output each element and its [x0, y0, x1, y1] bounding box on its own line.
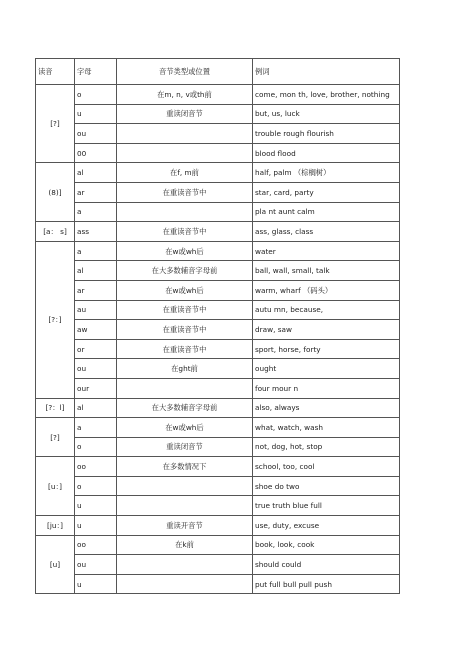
table-row — [36, 300, 400, 320]
table-row — [36, 339, 400, 359]
examples-cell: book, look, cook — [253, 535, 400, 555]
header-examples: 例词 — [253, 59, 400, 85]
examples-cell: also, always — [253, 398, 400, 418]
examples-cell: blood flood — [253, 143, 400, 163]
examples-cell: warm, wharf （码头） — [253, 280, 400, 300]
position-cell: 在w或wh后 — [117, 241, 253, 261]
letters-cell: ou — [75, 359, 117, 379]
phonics-table — [35, 58, 400, 594]
sound-cell: (8)] — [36, 163, 75, 222]
position-cell — [117, 476, 253, 496]
sound-cell: [a： s] — [36, 222, 75, 242]
table-row — [36, 222, 400, 242]
position-cell: 在k前 — [117, 535, 253, 555]
letters-cell: ar — [75, 182, 117, 202]
position-cell: 在ght前 — [117, 359, 253, 379]
letters-cell: a — [75, 418, 117, 438]
examples-cell: should could — [253, 555, 400, 575]
examples-cell: sport, horse, forty — [253, 339, 400, 359]
examples-cell: half, palm （棕榈树） — [253, 163, 400, 183]
position-cell — [117, 496, 253, 516]
table-row — [36, 104, 400, 124]
examples-cell: shoe do two — [253, 476, 400, 496]
letters-cell: our — [75, 378, 117, 398]
letters-cell: 00 — [75, 143, 117, 163]
examples-cell: water — [253, 241, 400, 261]
letters-cell: o — [75, 85, 117, 105]
examples-cell: what, watch, wash — [253, 418, 400, 438]
table-row — [36, 535, 400, 555]
table-row — [36, 280, 400, 300]
position-cell: 在f, m前 — [117, 163, 253, 183]
examples-cell: four mour n — [253, 378, 400, 398]
table-row — [36, 202, 400, 222]
examples-cell: true truth blue full — [253, 496, 400, 516]
table-row — [36, 143, 400, 163]
letters-cell: ass — [75, 222, 117, 242]
position-cell: 重读闭音节 — [117, 437, 253, 457]
letters-cell: al — [75, 261, 117, 281]
examples-cell: draw, saw — [253, 320, 400, 340]
examples-cell: but, us, luck — [253, 104, 400, 124]
position-cell: 在重读音节中 — [117, 320, 253, 340]
letters-cell: al — [75, 163, 117, 183]
sound-cell: [u] — [36, 535, 75, 594]
examples-cell: trouble rough flourish — [253, 124, 400, 144]
letters-cell: o — [75, 476, 117, 496]
position-cell — [117, 143, 253, 163]
position-cell: 在重读音节中 — [117, 300, 253, 320]
table-row — [36, 85, 400, 105]
position-cell: 在多数情况下 — [117, 457, 253, 477]
table-row — [36, 163, 400, 183]
table-row — [36, 124, 400, 144]
table-row — [36, 182, 400, 202]
letters-cell: ar — [75, 280, 117, 300]
letters-cell: oo — [75, 457, 117, 477]
letters-cell: ou — [75, 555, 117, 575]
position-cell: 在大多数辅音字母前 — [117, 261, 253, 281]
examples-cell: pla nt aunt calm — [253, 202, 400, 222]
table-row — [36, 418, 400, 438]
examples-cell: use, duty, excuse — [253, 516, 400, 536]
table-row — [36, 555, 400, 575]
position-cell: 在w或wh后 — [117, 280, 253, 300]
table-body — [36, 85, 400, 594]
examples-cell: ball, wall, small, talk — [253, 261, 400, 281]
table-row — [36, 241, 400, 261]
table-row — [36, 437, 400, 457]
table-row — [36, 496, 400, 516]
examples-cell: autu mn, because, — [253, 300, 400, 320]
letters-cell: aw — [75, 320, 117, 340]
letters-cell: au — [75, 300, 117, 320]
table-row — [36, 574, 400, 594]
examples-cell: put full bull pull push — [253, 574, 400, 594]
table-row — [36, 378, 400, 398]
header-position: 音节类型或位置 — [117, 59, 253, 85]
examples-cell: school, too, cool — [253, 457, 400, 477]
position-cell: 在重读音节中 — [117, 182, 253, 202]
letters-cell: ou — [75, 124, 117, 144]
letters-cell: a — [75, 202, 117, 222]
table-row — [36, 516, 400, 536]
letters-cell: oo — [75, 535, 117, 555]
table-row — [36, 261, 400, 281]
position-cell — [117, 574, 253, 594]
sound-cell: [ju：] — [36, 516, 75, 536]
examples-cell: not, dog, hot, stop — [253, 437, 400, 457]
letters-cell: al — [75, 398, 117, 418]
table-row — [36, 359, 400, 379]
header-letters: 字母 — [75, 59, 117, 85]
letters-cell: u — [75, 574, 117, 594]
position-cell: 重读闭音节 — [117, 104, 253, 124]
sound-cell: [?] — [36, 85, 75, 163]
header-row — [36, 59, 400, 85]
header-sound: 读音 — [36, 59, 75, 85]
letters-cell: a — [75, 241, 117, 261]
position-cell: 在重读音节中 — [117, 339, 253, 359]
position-cell: 重读开音节 — [117, 516, 253, 536]
sound-cell: [?：] — [36, 241, 75, 398]
examples-cell: come, mon th, love, brother, nothing — [253, 85, 400, 105]
position-cell: 在重读音节中 — [117, 222, 253, 242]
sound-cell: [u：] — [36, 457, 75, 516]
letters-cell: u — [75, 104, 117, 124]
position-cell — [117, 378, 253, 398]
letters-cell: u — [75, 516, 117, 536]
position-cell: 在w或wh后 — [117, 418, 253, 438]
letters-cell: or — [75, 339, 117, 359]
position-cell — [117, 202, 253, 222]
sound-cell: [?] — [36, 418, 75, 457]
position-cell — [117, 555, 253, 575]
table-row — [36, 320, 400, 340]
position-cell: 在大多数辅音字母前 — [117, 398, 253, 418]
table-row — [36, 457, 400, 477]
table-row — [36, 476, 400, 496]
letters-cell: o — [75, 437, 117, 457]
examples-cell: ought — [253, 359, 400, 379]
position-cell: 在m, n, v或th前 — [117, 85, 253, 105]
examples-cell: ass, glass, class — [253, 222, 400, 242]
letters-cell: u — [75, 496, 117, 516]
table-row — [36, 398, 400, 418]
sound-cell: [?：l] — [36, 398, 75, 418]
examples-cell: star, card, party — [253, 182, 400, 202]
position-cell — [117, 124, 253, 144]
